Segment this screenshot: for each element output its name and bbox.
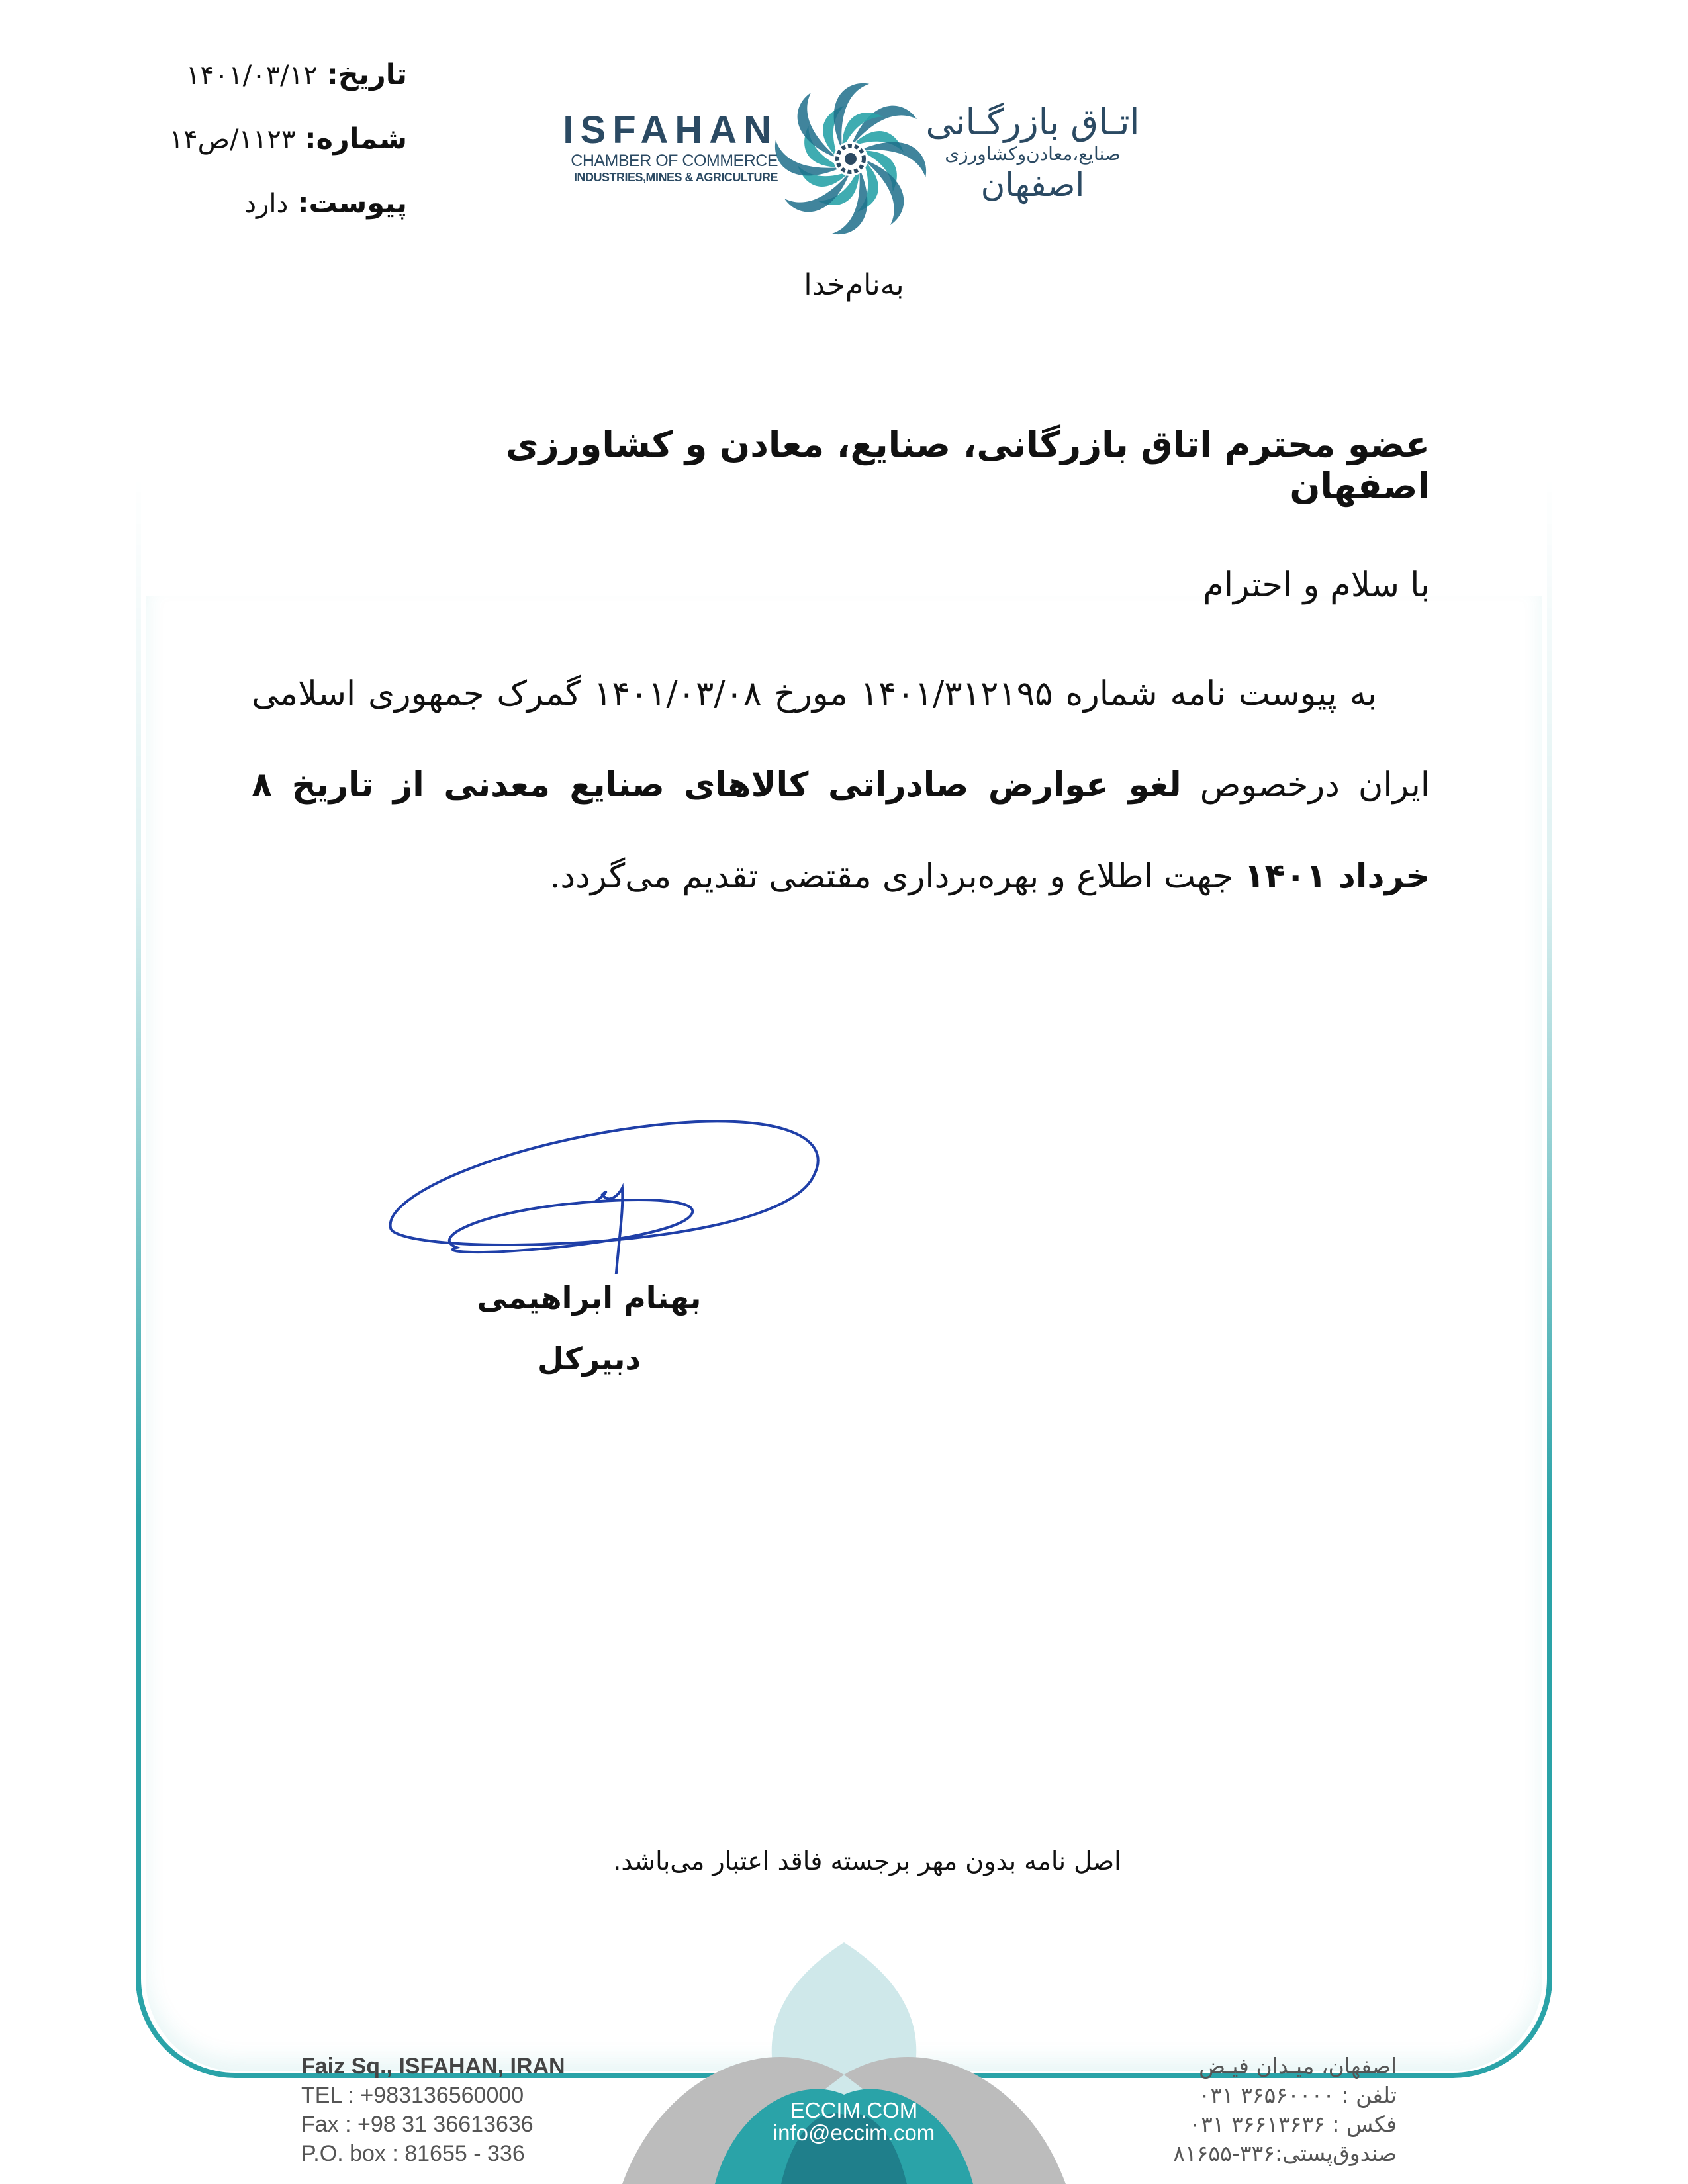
meta-date	[129, 43, 407, 107]
tel-fa: تلفن : ۳۶۵۶۰۰۰۰ ۰۳۱	[1198, 2082, 1397, 2108]
logo-fa-line3: اصفهان	[980, 165, 1085, 204]
letter-meta	[129, 43, 407, 236]
handwritten-signature	[377, 1095, 834, 1274]
letter-body	[252, 649, 1430, 923]
attachment-value: دارد	[244, 189, 289, 219]
number-label: شماره:	[305, 122, 407, 156]
footer-petal-art	[583, 1942, 1105, 2184]
tel-en: TEL : +983136560000	[301, 2083, 524, 2108]
body-text-bold: لغو عوارض صادراتی کالاهای صنایع معدنی از تاریخ ۸ خرداد ۱۴۰۱	[252, 766, 1430, 896]
signer-name: بهنام ابراهیمی	[477, 1280, 702, 1316]
pobox-en: P.O. box : 81655 - 336	[301, 2141, 525, 2166]
invocation: به‌نام‌خدا	[804, 268, 904, 302]
logo-en-sub: CHAMBER OF COMMERCE	[571, 152, 778, 170]
fax-fa: فکس : ۳۶۶۱۳۶۳۶ ۰۳۱	[1189, 2111, 1397, 2137]
pobox-fa: صندوق‌پستی:۳۳۶-۸۱۶۵۵	[1173, 2140, 1397, 2166]
logo-en-sub2: INDUSTRIES,MINES & AGRICULTURE	[573, 171, 778, 184]
logo-en-main: ISFAHAN	[563, 109, 778, 152]
recipient-heading: عضو محترم اتاق بازرگانی، صنایع، معادن و کشاورزی اصفهان	[506, 424, 1430, 507]
fax-en: Fax : +98 31 36613636	[301, 2112, 534, 2137]
date-value: ۱۴۰۱/۰۳/۱۲	[185, 60, 318, 91]
number-value: ۱۱۲۳/ص۱۴	[169, 124, 296, 155]
date-label: تاریخ:	[326, 58, 407, 91]
website-link[interactable]: ECCIM.COM	[790, 2098, 918, 2122]
greeting: با سلام و احترام	[1203, 566, 1430, 605]
validity-note: اصل نامه بدون مهر برجسته فاقد اعتبار می‌باشد.	[613, 1846, 1121, 1876]
logo-fa-line1: اتـاق بازرگـانی	[925, 101, 1140, 143]
signer-title: دبیرکل	[537, 1341, 641, 1377]
logo-persian	[917, 103, 1149, 203]
address-english	[301, 2052, 579, 2168]
address-fa-line: اصفهان، میـدان فیـض	[1199, 2053, 1397, 2079]
logo-english	[539, 109, 778, 185]
logo-emblem-icon	[774, 83, 927, 235]
meta-attachment	[129, 171, 407, 236]
address-en-line: Faiz Sq., ISFAHAN, IRAN	[301, 2054, 565, 2079]
signer-block	[450, 1267, 728, 1389]
logo-fa-line2: صنایع،معادن‌وکشاورزی	[945, 143, 1121, 165]
body-text-2: جهت اطلاع و بهره‌برداری مقتضی تقدیم می‌گردد.	[549, 857, 1244, 896]
address-persian	[1119, 2052, 1397, 2168]
footer-web	[688, 2099, 1019, 2144]
email-link[interactable]: info@eccim.com	[773, 2120, 935, 2145]
attachment-label: پیوست:	[297, 187, 407, 220]
chamber-logo	[539, 83, 1149, 235]
body-text-1: به پیوست نامه شماره ۱۴۰۱/۳۱۲۱۹۵ مورخ ۱۴۰۱/۰۳/۰۸ گمرک جمهوری اسلامی ایران درخصوص	[252, 674, 1430, 805]
meta-number	[129, 107, 407, 171]
